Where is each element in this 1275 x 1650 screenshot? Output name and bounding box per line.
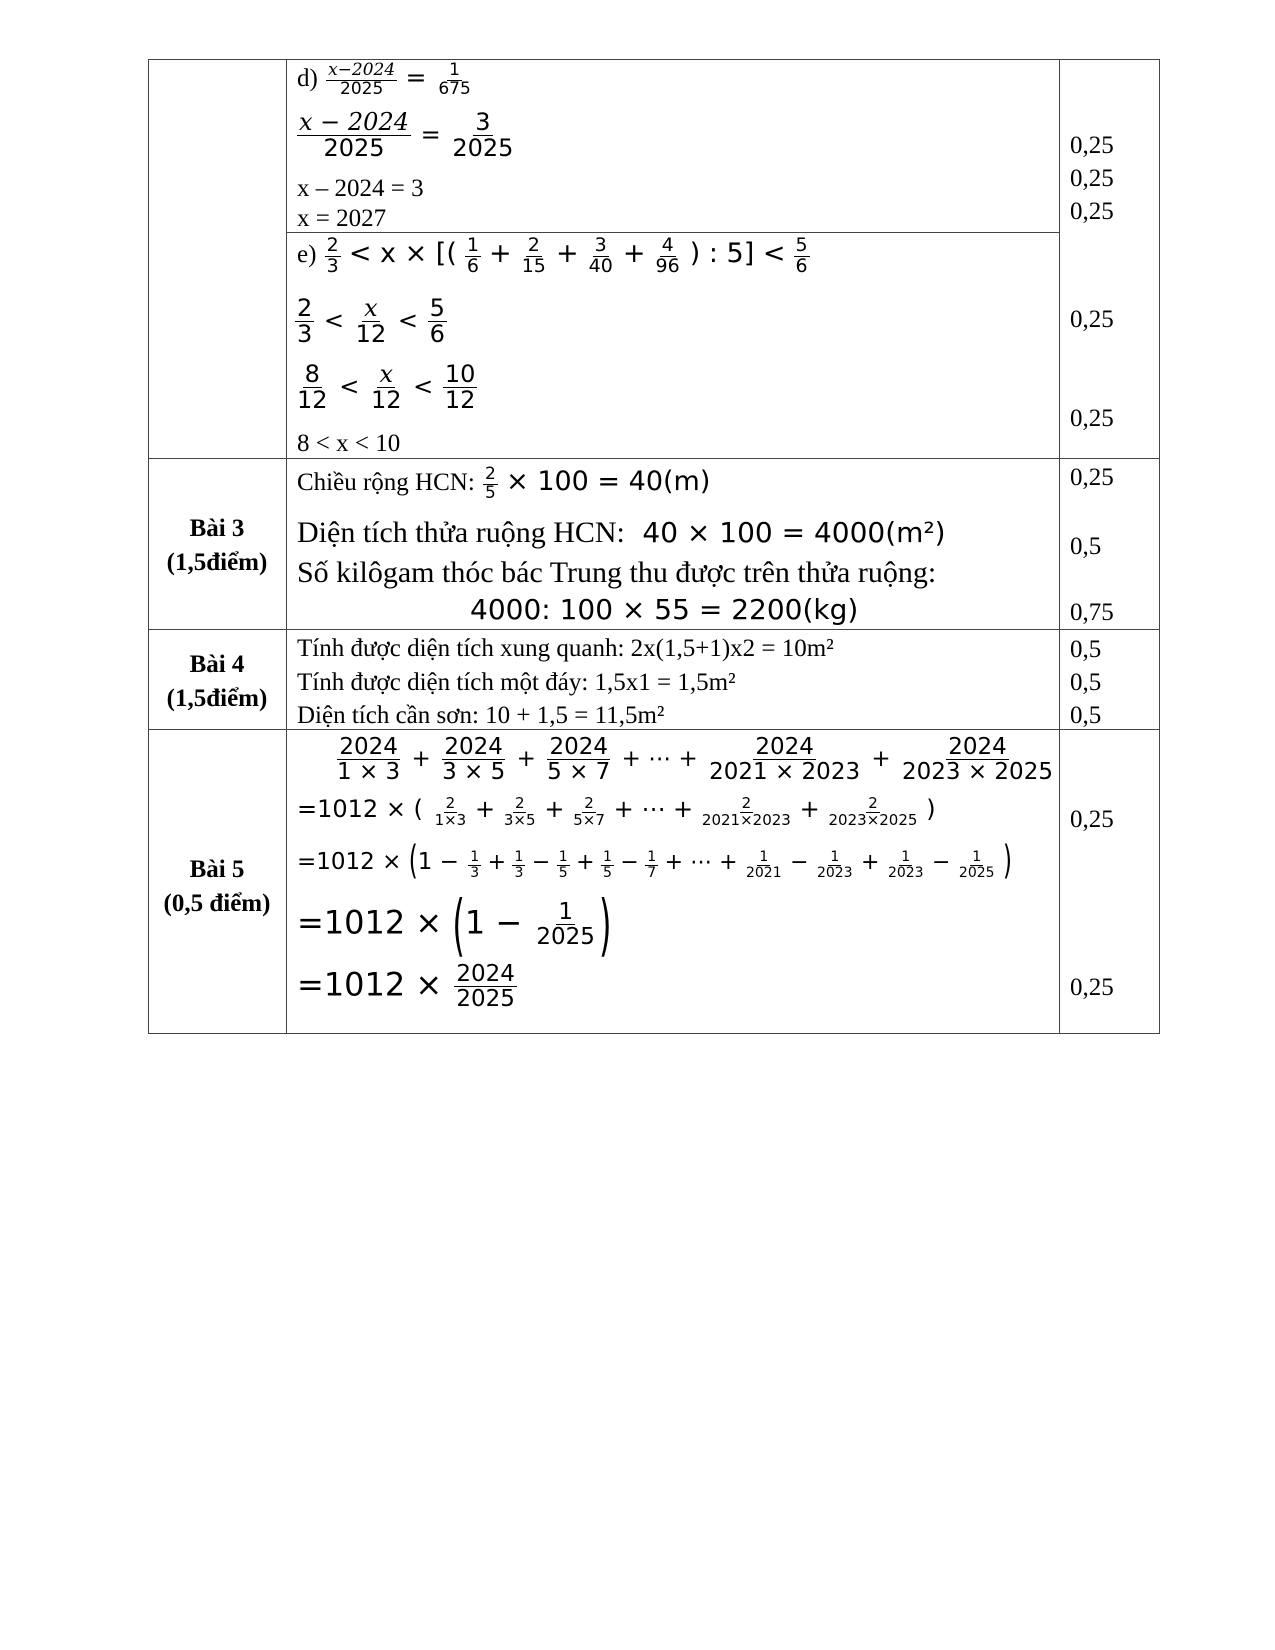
bai4-label: Bài 4	[189, 651, 245, 678]
row-e-step3: $\frac{8}{12}$ < $\frac{x}{12}$ < $\frac{10}{12}$	[297, 360, 476, 415]
bai5-header	[148, 853, 286, 921]
bai3-score-2: 0,5	[1070, 533, 1102, 560]
bai5-line3: =1012 × (1 − $\frac{1}{3}$ + $\frac{1}{3}$ − $\frac{1}{5}$ + $\frac{1}{5}$ − $\frac{1}{7}$ + ⋯ + $\frac{1}{2021}$ − $\frac{1}{2023}$ + $\frac{1}{2023}$ − $\frac{1}{2025}$ )	[297, 839, 1012, 884]
bai3-score-1: 0,25	[1070, 464, 1114, 491]
row-d-step3: x – 2024 = 3	[297, 175, 424, 202]
bai3-line3: Số kilôgam thóc bác Trung thu được trên thửa ruộng:	[297, 556, 937, 589]
bai4-header	[148, 648, 286, 716]
bai3-line2: Diện tích thửa ruộng HCN: 40 × 100 = 4000(m²)	[297, 516, 946, 549]
row-d-step4: x = 2027	[297, 205, 387, 232]
bai4-score-2: 0,5	[1070, 669, 1102, 696]
bai5-line5: =1012 × $\frac{2024}{2025}$	[297, 961, 515, 1013]
bai5-score-2: 0,25	[1070, 974, 1114, 1001]
bai4-line2: Tính được diện tích một đáy: 1,5x1 = 1,5m²	[297, 669, 736, 696]
row-divider-bai3-bai4	[148, 629, 1160, 630]
bai4-line3: Diện tích cần sơn: 10 + 1,5 = 11,5m²	[297, 702, 665, 729]
row-d-step2: $\frac{x - 2024}{2025}$ = $\frac{3}{2025}$	[299, 108, 514, 163]
row-d-score-2: 0,25	[1070, 165, 1114, 192]
row-divider-e-bai3	[148, 458, 1160, 459]
bai5-score-1: 0,25	[1070, 806, 1114, 833]
bai5-label: Bài 5	[189, 856, 245, 883]
bai3-points: (1,5điểm)	[166, 548, 268, 576]
bai3-score-3: 0,75	[1070, 599, 1114, 626]
row-e-step2: $\frac{2}{3}$ < $\frac{x}{12}$ < $\frac{5}{6}$	[297, 294, 445, 349]
row-divider-d-e	[286, 232, 1060, 233]
bai3-line4: 4000: 100 × 55 = 2200(kg)	[470, 593, 859, 626]
bai4-points: (1,5điểm)	[166, 684, 268, 712]
bai4-line1: Tính được diện tích xung quanh: 2x(1,5+1)x2 = 10m²	[297, 635, 834, 662]
bai4-score-3: 0,5	[1070, 702, 1102, 729]
bai5-line4: =1012 × (1 − $\frac{1}{2025}$ )	[297, 884, 612, 965]
row-d-step1: d) $\frac{x-2024}{2025}$ = $\frac{1}{675}$	[297, 60, 471, 99]
row-divider-bai4-bai5	[148, 729, 1160, 730]
bai3-line1: Chiều rộng HCN: $\frac{2}{5}$ × 100 = 40(m)	[297, 464, 711, 503]
row-d-score-3: 0,25	[1070, 198, 1114, 225]
row-e-score-1: 0,25	[1070, 306, 1114, 333]
row-e-step1: e) $\frac{2}{3}$ < x × [( $\frac{1}{6}$ + $\frac{2}{15}$ + $\frac{3}{40}$ + $\frac{4}{96}$ ) : 5] < $\frac{5}{6}$	[297, 234, 808, 277]
row-e-step4: 8 < x < 10	[297, 430, 401, 457]
bai5-line1: $\frac{2024}{1 \times 3}$ + $\frac{2024}{3 \times 5}$ + $\frac{2024}{5 \times 7}$ + ⋯ + $\frac{2024}{2021 \times 2023}$ + $\frac{2024}{2023 \times 2025}$	[337, 734, 1053, 786]
bai3-label: Bài 3	[189, 515, 245, 542]
column-divider-score	[1059, 59, 1060, 1034]
bai5-line2: =1012 × ( $\frac{2}{1\times 3}$ + $\frac{2}{3\times 5}$ + $\frac{2}{5\times 7}$ + ⋯ + $\frac{2}{2021\times 2023}$ + $\frac{2}{2023\times 2025}$ )	[297, 794, 936, 829]
bai3-header	[148, 512, 286, 580]
bai5-points: (0,5 điểm)	[163, 889, 271, 917]
bai4-score-1: 0,5	[1070, 636, 1102, 663]
column-divider-label	[286, 59, 287, 1034]
row-d-score-1: 0,25	[1070, 132, 1114, 159]
row-e-score-2: 0,25	[1070, 405, 1114, 432]
